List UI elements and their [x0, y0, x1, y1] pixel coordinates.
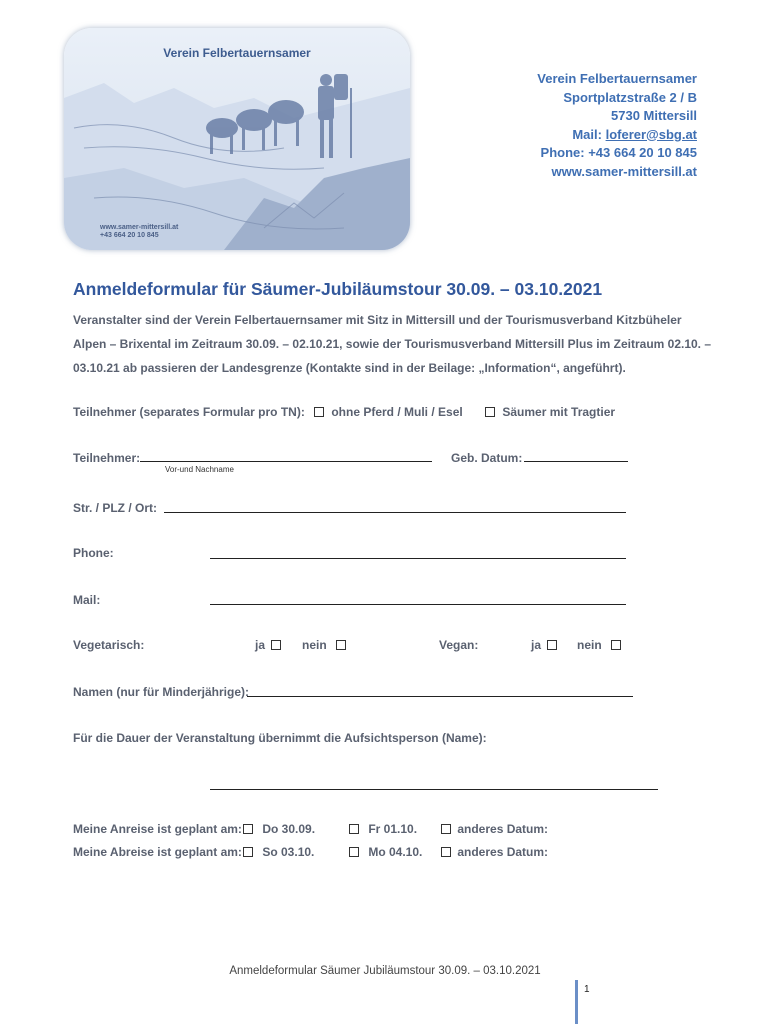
without-animal-checkbox[interactable] — [314, 407, 324, 417]
departure-option-2 — [349, 845, 422, 859]
arrival-option-2 — [349, 822, 417, 836]
mail-field[interactable] — [210, 604, 626, 605]
vegetarian-yes-checkbox[interactable] — [271, 640, 281, 650]
intro-line-1: Veranstalter sind der Verein Felbertauernsamer mit Sitz in Mittersill und der Tourismusverband Kitzbüheler — [73, 313, 682, 327]
arrival-do-checkbox[interactable] — [243, 824, 253, 834]
without-animal-label: ohne Pferd / Muli / Esel — [331, 405, 463, 419]
vegan-yes-checkbox[interactable] — [547, 640, 557, 650]
page-number-bar — [575, 980, 578, 1024]
departure-label: Meine Abreise ist geplant am: — [73, 845, 242, 859]
arrival-do-label: Do 30.09. — [262, 822, 316, 836]
intro-line-3: 03.10.21 ab passieren der Landesgrenze (Kontakte sind in der Beilage: „Information“, angeführt). — [73, 361, 626, 375]
street-label: Str. / PLZ / Ort: — [73, 501, 158, 515]
birth-date-field[interactable] — [524, 461, 628, 462]
with-animal-label: Säumer mit Tragtier — [502, 405, 616, 419]
logo-phone: +43 664 20 10 845 — [100, 232, 159, 239]
mail-link[interactable]: loferer@sbg.at — [605, 126, 697, 142]
departure-mo-checkbox[interactable] — [349, 847, 359, 857]
intro-line-2: Alpen – Brixental im Zeitraum 30.09. – 02.10.21, sowie der Tourismusverband Mittersill Plus im Zeitraum 02.10. – — [73, 337, 712, 351]
participant-hint: Vor-und Nachname — [165, 465, 234, 474]
departure-option-3 — [441, 845, 548, 859]
with-animal-checkbox[interactable] — [485, 407, 495, 417]
vegan-no-checkbox[interactable] — [611, 640, 621, 650]
vegan-no-label: nein — [577, 638, 602, 652]
birth-date-label: Geb. Datum: — [451, 451, 523, 465]
address-phone: Phone: +43 664 20 10 845 — [540, 145, 697, 160]
departure-option-1 — [243, 845, 314, 859]
participant-type-label: Teilnehmer (separates Formular pro TN): — [73, 405, 305, 419]
supervisor-field[interactable] — [210, 789, 658, 790]
vegetarian-no — [302, 638, 346, 652]
address-city: 5730 Mittersill — [611, 108, 697, 123]
vegetarian-yes — [255, 638, 281, 652]
arrival-option-1 — [243, 822, 315, 836]
vegan-yes-label: ja — [531, 638, 542, 652]
street-field[interactable] — [164, 512, 626, 513]
departure-mo-label: Mo 04.10. — [368, 845, 423, 859]
participant-field[interactable] — [140, 461, 432, 462]
departure-other-label: anderes Datum: — [457, 845, 549, 859]
arrival-label: Meine Anreise ist geplant am: — [73, 822, 242, 836]
mule-train-illustration — [64, 28, 410, 250]
page-number: 1 — [584, 984, 590, 995]
address-street: Sportplatzstraße 2 / B — [563, 89, 697, 105]
form-title: Anmeldeformular für Säumer-Jubiläumstour 30.09. – 03.10.2021 — [73, 279, 603, 299]
option-with-animal — [485, 405, 615, 419]
arrival-option-3 — [441, 822, 548, 836]
arrival-fr-checkbox[interactable] — [349, 824, 359, 834]
participant-label: Teilnehmer: — [73, 451, 141, 465]
logo-contact — [100, 224, 178, 240]
page-footer: Anmeldeformular Säumer Jubiläumstour 30.09. – 03.10.2021 — [229, 965, 541, 977]
supervisor-label: Für die Dauer der Veranstaltung übernimmt die Aufsichtsperson (Name): — [73, 731, 487, 745]
logo-picture — [64, 28, 410, 250]
vegetarian-no-checkbox[interactable] — [336, 640, 346, 650]
vegetarian-no-label: nein — [302, 638, 327, 652]
address-mail-label: Mail: — [572, 126, 606, 142]
address-mail — [537, 126, 697, 145]
logo-website: www.samer-mittersill.at — [100, 224, 179, 231]
option-without-animal — [314, 405, 463, 419]
departure-so-checkbox[interactable] — [243, 847, 253, 857]
arrival-other-checkbox[interactable] — [441, 824, 451, 834]
vegetarian-label: Vegetarisch: — [73, 638, 145, 652]
logo-title: Verein Felbertauernsamer — [163, 46, 311, 60]
mail-label: Mail: — [73, 593, 101, 607]
vegetarian-yes-label: ja — [255, 638, 266, 652]
address-org: Verein Felbertauernsamer — [537, 71, 697, 86]
departure-so-label: So 03.10. — [262, 845, 315, 859]
departure-other-checkbox[interactable] — [441, 847, 451, 857]
address-web[interactable]: www.samer-mittersill.at — [551, 163, 697, 179]
minors-label: Namen (nur für Minderjährige): — [73, 685, 250, 699]
minors-field[interactable] — [247, 696, 633, 697]
arrival-other-label: anderes Datum: — [457, 822, 549, 836]
address-block — [537, 70, 697, 181]
vegan-no — [577, 638, 621, 652]
vegan-label: Vegan: — [439, 638, 479, 652]
arrival-fr-label: Fr 01.10. — [368, 822, 418, 836]
vegan-yes — [531, 638, 557, 652]
phone-label: Phone: — [73, 546, 114, 560]
phone-field[interactable] — [210, 558, 626, 559]
